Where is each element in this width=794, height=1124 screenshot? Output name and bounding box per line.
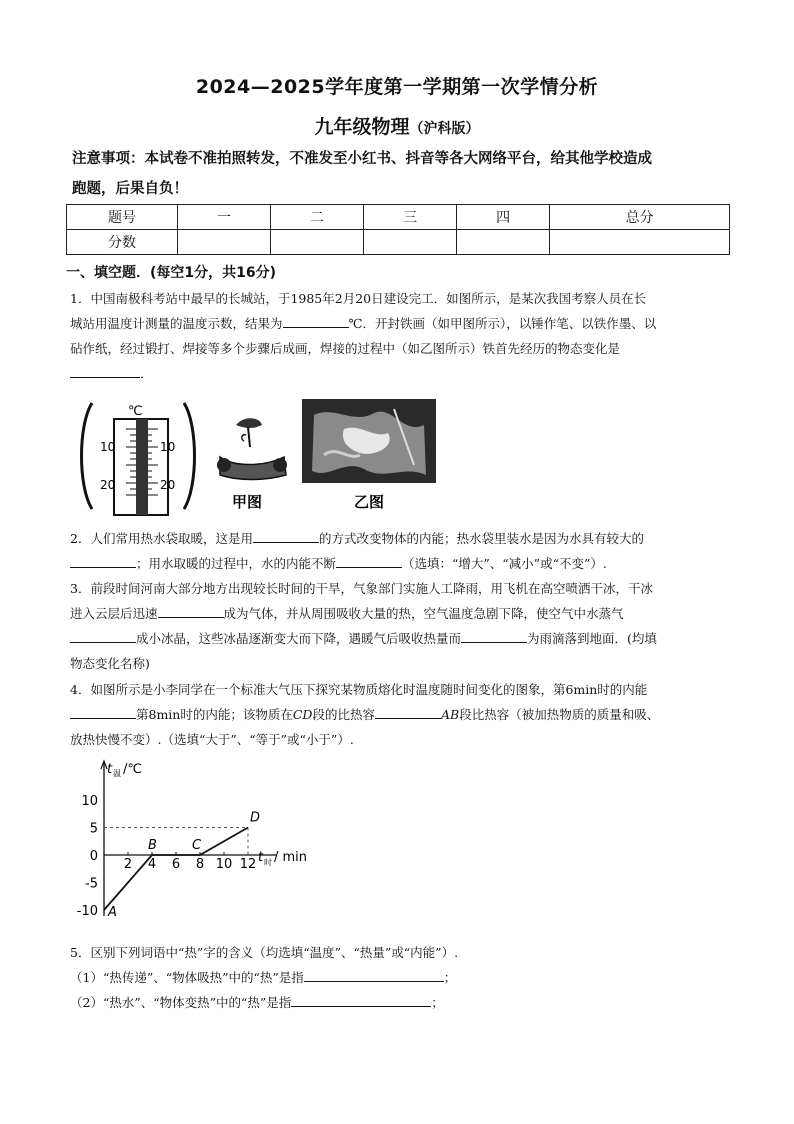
score-input-cell[interactable] [550,230,730,255]
question-text: 为雨滴落到地面．(均填 [527,631,657,646]
figure-label-jia: 甲图 [232,493,263,511]
answer-blank[interactable] [304,967,444,982]
question-line [70,965,730,990]
x-axis-label: t [258,850,264,865]
notice-line-2: 跑题，后果自负！ [72,181,188,197]
question-text: 段的比热容 [312,707,375,722]
question-text: （1）“热传递”、“物体吸热”中的“热”是指 [70,970,304,985]
question-4 [70,677,730,752]
score-table-header-row [67,205,730,230]
question-text: 成小冰晶，这些冰晶逐渐变大而下降，遇暖气后吸收热量而 [136,631,462,646]
thermometer-tick: 20 [160,478,176,492]
question-text: 4．如图所示是小李同学在一个标准大气压下探究某物质熔化时温度随时间变化的图象，第6min时的内能 [70,682,648,697]
point-label: D [250,810,261,826]
answer-blank[interactable] [336,553,402,568]
y-axis-label-sub: 温 [113,769,121,778]
score-cell: 一 [178,205,271,230]
edition-label: （沪科版） [409,121,480,137]
x-tick-label: 4 [147,857,157,872]
question-text: （2）“热水”、“物体变热”中的“热”是指 [70,995,292,1010]
answer-blank[interactable] [70,628,136,643]
answer-blank[interactable] [70,553,136,568]
segment-label: AB [440,707,460,722]
answer-blank[interactable] [461,628,527,643]
y-axis-unit: /℃ [123,762,142,777]
score-cell: 总分 [550,205,730,230]
question-line [70,526,730,551]
thermometer-tick: 10 [160,440,176,454]
answer-blank[interactable] [253,528,319,543]
thermometer-unit: ℃ [128,404,143,419]
point-label: C [192,838,202,853]
answer-blank[interactable] [283,313,349,328]
question-1-figure [74,395,444,517]
question-5 [70,940,730,1015]
question-text: 2．人们常用热水袋取暖，这是用 [70,531,253,546]
question-text: ； [431,995,444,1010]
x-tick-label: 10 [215,857,233,872]
thermometer-tick: 10 [100,440,116,454]
section-heading: 一、填空题．(每空1分，共16分) [66,265,277,281]
score-cell: 分数 [67,230,178,255]
question-text: 5．区别下列词语中“热”字的含义（均选填“温度”、“热量”或“内能”）. [70,945,459,960]
question-line [70,311,730,336]
score-input-cell[interactable] [178,230,271,255]
question-text: （选填：“增大”、“减小”或“不变”）. [402,556,607,571]
x-axis-label-sub: 时 [264,858,272,867]
score-cell: 四 [457,205,550,230]
temperature-time-chart [70,755,330,925]
y-axis-label: t [107,762,113,777]
question-text: 3．前段时间河南大部分地方出现较长时间的干旱，气象部门实施人工降雨，用飞机在高空喷洒干冰，干冰 [70,581,653,596]
segment-label: CD [292,707,313,722]
figure-label-yi: 乙图 [354,493,385,511]
question-text: ；用水取暖的过程中，水的内能不断 [136,556,337,571]
question-text: 物态变化名称) [70,656,150,671]
question-3 [70,576,730,676]
question-text: ； [443,970,457,985]
question-text: 放热快慢不变）.（选填“大于”、“等于”或“小于”）. [70,732,354,747]
x-tick-label: 8 [195,857,205,872]
y-tick-label: 5 [89,821,98,837]
notice [72,144,732,204]
score-cell: 二 [271,205,364,230]
page-subtitle [0,112,794,139]
score-input-cell[interactable] [364,230,457,255]
question-text: 城站用温度计测量的温度示数，结果为 [70,316,283,331]
y-tick-label: 10 [81,794,98,809]
y-tick-label: -5 [85,876,98,892]
question-line [70,361,730,386]
answer-blank[interactable] [158,603,224,618]
page-title: 2024—2025学年度第一学期第一次学情分析 [195,76,599,98]
thermometer-image [82,403,195,515]
question-text: 进入云层后迅速 [70,606,158,621]
point-label: B [148,838,157,853]
welding-photo [302,399,436,511]
score-cell: 题号 [67,205,178,230]
y-tick-label: 0 [89,849,98,864]
answer-blank[interactable] [70,704,136,719]
question-line [70,626,730,651]
question-1 [70,286,730,386]
x-axis-unit: / min [274,850,308,865]
score-table-score-row [67,230,730,255]
score-cell: 三 [364,205,457,230]
thermometer-tick: 20 [100,478,116,492]
score-input-cell[interactable] [271,230,364,255]
question-line [70,551,730,576]
point-label: A [108,905,117,920]
answer-blank[interactable] [70,363,140,378]
y-tick-label: -10 [76,904,98,919]
question-text: 段比热容（被加热物质的质量和吸、 [459,707,660,722]
x-tick-label: 2 [123,857,133,872]
question-text: 的方式改变物体的内能；热水袋里装水是因为水具有较大的 [318,531,644,546]
answer-blank[interactable] [375,704,441,719]
score-input-cell[interactable] [457,230,550,255]
subject-label: 九年级物理 [314,116,410,138]
question-line [70,702,730,727]
score-table [66,204,730,255]
notice-line-1: 注意事项：本试卷不准拍照转发，不准发至小红书、抖音等各大网络平台，给其他学校造成 [72,151,652,167]
question-text: 第8min时的内能；该物质在 [136,707,293,722]
question-text: ℃．开封铁画（如甲图所示），以锤作笔、以铁作墨、以 [348,316,657,331]
question-text: ． [140,366,153,381]
iron-painting-image [217,418,287,511]
question-text: 砧作纸，经过锻打、焊接等多个步骤后成画，焊接的过程中（如乙图所示）铁首先经历的物态变化是 [70,341,621,356]
question-text: 成为气体，并从周围吸收大量的热，空气温度急剧下降，使空气中水蒸气 [223,606,624,621]
x-tick-label: 6 [171,857,181,872]
question-text: 1．中国南极科考站中最早的长城站，于1985年2月20日建设完工．如图所示，是某次我国考察人员在长 [70,291,647,306]
question-line [70,601,730,626]
x-tick-label: 12 [239,857,257,872]
answer-blank[interactable] [291,992,431,1007]
question-line [70,990,730,1015]
question-2 [70,526,730,576]
